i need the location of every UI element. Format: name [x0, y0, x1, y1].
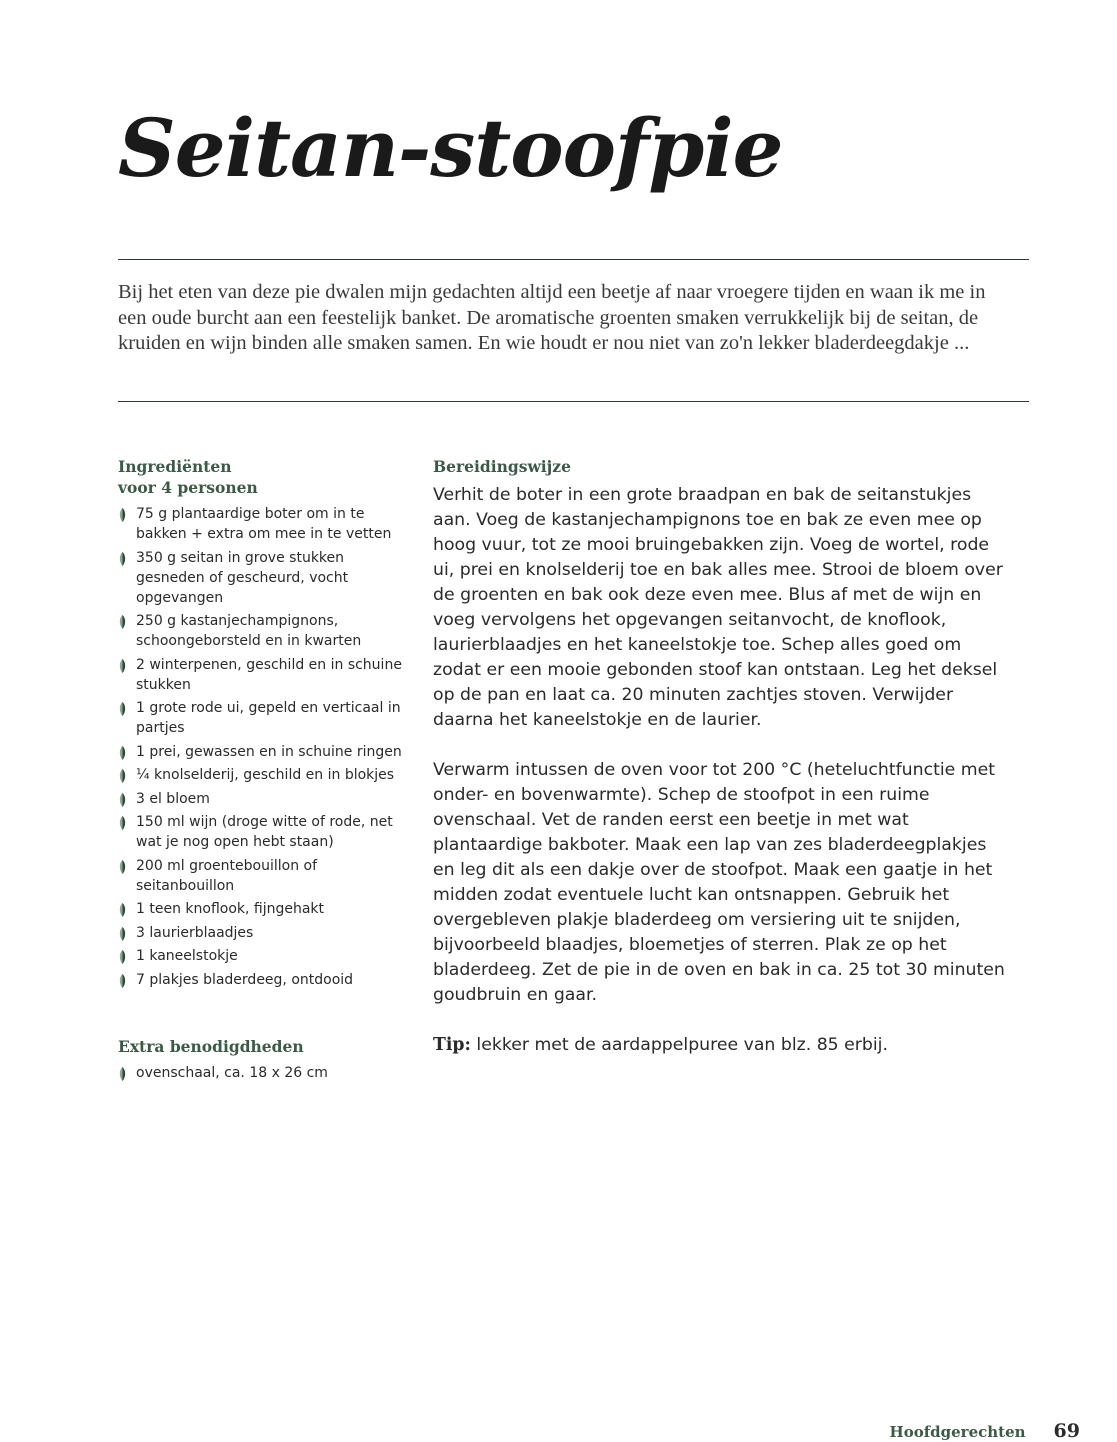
ingredient-item-text: 350 g seitan in grove stukken gesneden of gescheurd, vocht opgevangen [136, 549, 349, 606]
extra-equipment-section [118, 1036, 408, 1083]
leaf-bullet-icon [118, 658, 127, 674]
page-footer [890, 1420, 1080, 1442]
ingredient-item-text: 1 teen knoflook, fijngehakt [136, 901, 325, 917]
ingredient-item [118, 856, 408, 896]
leaf-bullet-icon [118, 815, 127, 831]
ingredient-item-text: 75 g plantaardige boter om in te bakken + extra om mee in te vetten [136, 506, 392, 542]
leaf-bullet-icon [118, 926, 127, 942]
ingredient-item [118, 742, 408, 762]
recipe-title: Seitan-stoofpie [118, 101, 783, 195]
ingredient-item [118, 655, 408, 695]
leaf-bullet-icon [118, 902, 127, 918]
ingredient-item-text: 2 winterpenen, geschild en in schuine stukken [136, 656, 402, 693]
ingredient-item-text: ¼ knolselderij, geschild en in blokjes [136, 767, 395, 783]
leaf-bullet-icon [118, 768, 127, 784]
tip-paragraph [433, 1033, 1013, 1058]
top-divider [118, 259, 1029, 260]
page-number: 69 [1053, 1420, 1080, 1442]
ingredient-item-text: 200 ml groentebouillon of seitanbouillon [136, 857, 318, 894]
ingredient-item-text: 7 plakjes bladerdeeg, ontdooid [136, 971, 354, 988]
leaf-bullet-icon [118, 1066, 127, 1082]
method-paragraph-1: Verhit de boter in een grote braadpan en bak de seitanstukjes aan. Voeg de kastanjechampignons toe en bak ze even mee op hoog vuur, tot ze mooi bruingebakken zijn. Voeg de wortel, rode ui, prei en knolselderij toe en bak alles mee. Strooi de bloem over de groenten en bak ook deze even mee. Blus af met de wijn en voeg vervolgens het opgevangen seitanvocht, de knoflook, laurierblaadjes en het kaneelstokje toe. Schep alles goed om zodat er een mooie gebonden stoof kan ontstaan. Leg het deksel op de pan en laat ca. 20 minuten zachtjes stoven. Verwijder daarna het kaneelstokje en de laurier. [433, 485, 1003, 730]
method-heading: Bereidingswijze [433, 457, 571, 476]
ingredient-item-text: 1 grote rode ui, gepeld en verticaal in partjes [136, 700, 401, 736]
extra-equipment-heading: Extra benodigdheden [118, 1036, 304, 1056]
ingredient-item [118, 789, 408, 809]
tip-text: lekker met de aardappelpuree van blz. 85 erbij. [476, 1035, 888, 1055]
ingredient-item [118, 923, 408, 943]
ingredient-item-text: 250 g kastanjechampignons, schoongeborsteld en in kwarten [136, 613, 362, 649]
extra-equipment-list [118, 1063, 408, 1083]
ingredients-column [118, 456, 408, 1086]
ingredient-item [118, 946, 408, 966]
ingredient-item [118, 548, 408, 608]
method-column [433, 456, 1013, 1058]
tip-label: Tip: [433, 1035, 471, 1055]
ingredients-list [118, 504, 408, 990]
ingredient-item [118, 899, 408, 919]
ingredient-item-text: 3 laurierblaadjes [136, 924, 254, 941]
ingredients-heading-line2: voor 4 personen [118, 478, 258, 497]
ingredients-heading [118, 456, 408, 498]
ingredient-item-text: 3 el bloem [136, 790, 210, 807]
ingredient-item [118, 970, 408, 990]
ingredient-item-text: 150 ml wijn (droge witte of rode, net wat je nog open hebt staan) [136, 814, 393, 850]
ingredient-item-text: 1 kaneelstokje [136, 948, 238, 964]
leaf-bullet-icon [118, 614, 127, 630]
ingredient-item-text: 1 prei, gewassen en in schuine ringen [136, 743, 402, 760]
bottom-divider [118, 401, 1029, 402]
ingredient-item [118, 765, 408, 785]
leaf-bullet-icon [118, 701, 127, 717]
leaf-bullet-icon [118, 973, 127, 989]
leaf-bullet-icon [118, 792, 127, 808]
leaf-bullet-icon [118, 859, 127, 875]
equipment-item-text: ovenschaal, ca. 18 x 26 cm [136, 1064, 328, 1081]
leaf-bullet-icon [118, 551, 127, 567]
ingredient-item [118, 611, 408, 651]
equipment-item [118, 1063, 408, 1083]
leaf-bullet-icon [118, 745, 127, 761]
section-name: Hoofdgerechten [889, 1423, 1026, 1441]
ingredient-item [118, 812, 408, 852]
ingredient-item [118, 698, 408, 738]
ingredient-item [118, 504, 408, 544]
leaf-bullet-icon [118, 949, 127, 965]
intro-text: Bij het eten van deze pie dwalen mijn gedachten altijd een beetje af naar vroegere tijden en waan ik me in een oude burcht aan een feestelijk banket. De aromatische groenten smaken verrukkelijk bij de seitan, de kruiden en wijn binden alle smaken samen. En wie houdt er nou niet van zo'n lekker bladerdeegdakje ... [118, 281, 986, 354]
method-paragraph-2: Verwarm intussen de oven voor tot 200 °C (heteluchtfunctie met onder- en bovenwarmte). Schep de stoofpot in een ruime ovenschaal. Vet de randen eerst een beetje in met wat plantaardige bakboter. Maak een lap van zes bladerdeegplakjes en leg dit als een dakje over de stoofpot. Maak een gaatje in het midden zodat eventuele lucht kan ontsnappen. Gebruik het overgebleven plakje bladerdeeg om versiering uit te snijden, bijvoorbeeld blaadjes, bloemetjes of sterren. Plak ze op het bladerdeeg. Zet de pie in de oven en bak in ca. 25 tot 30 minuten goudbruin en gaar. [433, 760, 1005, 1005]
ingredients-heading-line1: Ingrediënten [118, 457, 232, 476]
leaf-bullet-icon [118, 507, 127, 523]
